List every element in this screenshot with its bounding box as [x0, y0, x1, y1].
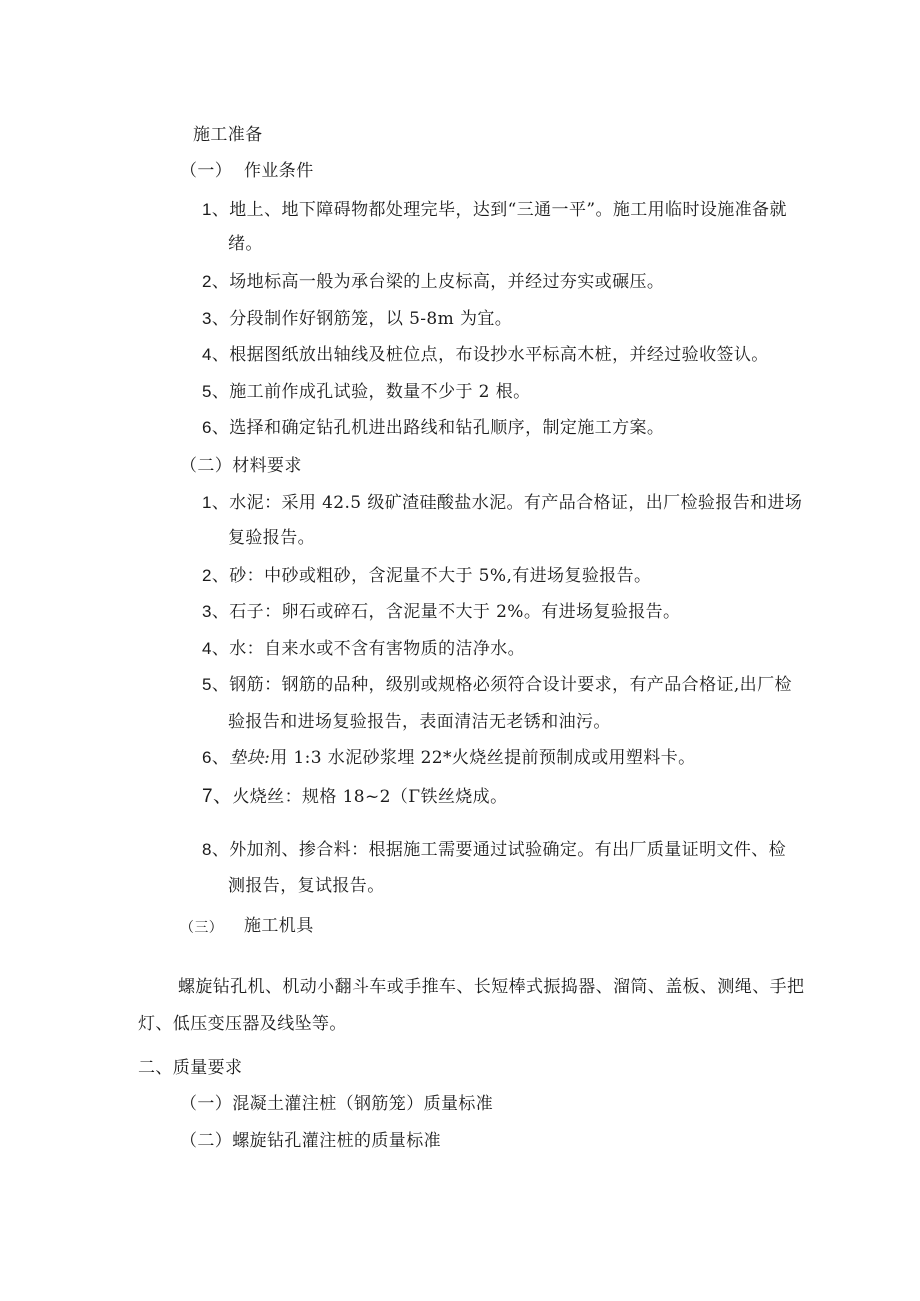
item-number: 4、: [202, 345, 230, 364]
s2-item-7: [202, 786, 507, 808]
s1-item-5: [202, 381, 531, 403]
item-number: 5、: [202, 675, 230, 694]
section2-title: （二）材料要求: [180, 456, 302, 476]
section1-title: 作业条件: [244, 161, 314, 181]
section3-title: 施工机具: [244, 916, 314, 936]
item-text: 外加剂、掺合料：根据施工需要通过试验确定。有出厂质量证明文件、检: [229, 840, 787, 860]
item-text: 水：自来水或不含有害物质的洁净水。: [229, 639, 526, 659]
item-number: 1、: [202, 200, 230, 219]
item-text: 场地标高一般为承台梁的上皮标高，并经过夯实或碾压。: [229, 272, 665, 292]
item-number: 6、: [202, 748, 230, 767]
s2-item-4: [202, 638, 525, 660]
s2-item-1: [202, 492, 802, 514]
s2-item-8: [202, 839, 786, 861]
part2-item-1: （一）混凝土灌注桩（钢筋笼）质量标准: [180, 1094, 494, 1114]
item-number: 2、: [202, 272, 230, 291]
item-text: 选择和确定钻孔机进出路线和钻孔顺序，制定施工方案。: [229, 418, 665, 438]
item-number: 2、: [202, 566, 230, 585]
item-text: 火烧丝：规格 18~2（Γ铁丝烧成。: [232, 787, 508, 807]
item-text: 石子：卵石或碎石，含泥量不大于 2%。有进场复验报告。: [229, 602, 681, 622]
item-text: 钢筋：钢筋的品种，级别或规格必须符合设计要求，有产品合格证,出厂检: [229, 675, 792, 695]
s1-item-3: [202, 308, 512, 330]
s2-item-6: [202, 747, 696, 769]
item-text: 砂：中砂或粗砂，含泥量不大于 5%,有进场复验报告。: [229, 566, 652, 586]
s1-item-6: [202, 417, 664, 439]
item-number: 8、: [202, 840, 230, 859]
s2-item-8-cont: 测报告，复试报告。: [228, 876, 385, 896]
s1-item-2: [202, 271, 664, 293]
s1-item-1-cont: 绪。: [228, 234, 263, 254]
item-text: 用 1:3 水泥砂浆埋 22*火烧丝提前预制成或用塑料卡。: [270, 748, 696, 768]
item-number: 6、: [202, 418, 230, 437]
item-number: 3、: [202, 309, 230, 328]
section1-marker: （一）: [180, 161, 233, 181]
part2-item-2: （二）螺旋钻孔灌注桩的质量标准: [180, 1131, 441, 1151]
item-label: 垫块:: [229, 748, 271, 768]
item-text: 施工前作成孔试验，数量不少于 2 根。: [229, 382, 531, 402]
s2-item-5: [202, 674, 792, 696]
s2-item-1-cont: 复验报告。: [228, 528, 315, 548]
item-number: 5、: [202, 382, 230, 401]
item-number: 7、: [202, 786, 233, 807]
section3-paragraph-line2: 灯、低压变压器及线坠等。: [138, 1014, 347, 1034]
item-number: 3、: [202, 602, 230, 621]
item-number: 1、: [202, 493, 230, 512]
section3-marker: （三）: [180, 920, 224, 936]
s2-item-3: [202, 601, 680, 623]
item-text: 地上、地下障碍物都处理完毕，达到“三通一平”。施工用临时设施准备就: [229, 200, 787, 220]
s2-item-2: [202, 565, 651, 587]
s1-item-4: [202, 344, 769, 366]
item-number: 4、: [202, 639, 230, 658]
item-text: 水泥：采用 42.5 级矿渣硅酸盐水泥。有产品合格证，出厂检验报告和进场: [229, 493, 803, 513]
s1-item-1: [202, 199, 787, 221]
section3-paragraph-line1: 螺旋钻孔机、机动小翻斗车或手推车、长短棒式振捣器、溜筒、盖板、测绳、手把: [178, 977, 805, 997]
part2-title: 二、质量要求: [138, 1058, 243, 1078]
s2-item-5-cont: 验报告和进场复验报告，表面清洁无老锈和油污。: [228, 712, 611, 732]
item-text: 分段制作好钢筋笼，以 5-8m 为宜。: [229, 309, 513, 329]
heading: 施工准备: [193, 125, 263, 145]
item-text: 根据图纸放出轴线及桩位点，布设抄水平标高木桩，并经过验收签认。: [229, 345, 769, 365]
